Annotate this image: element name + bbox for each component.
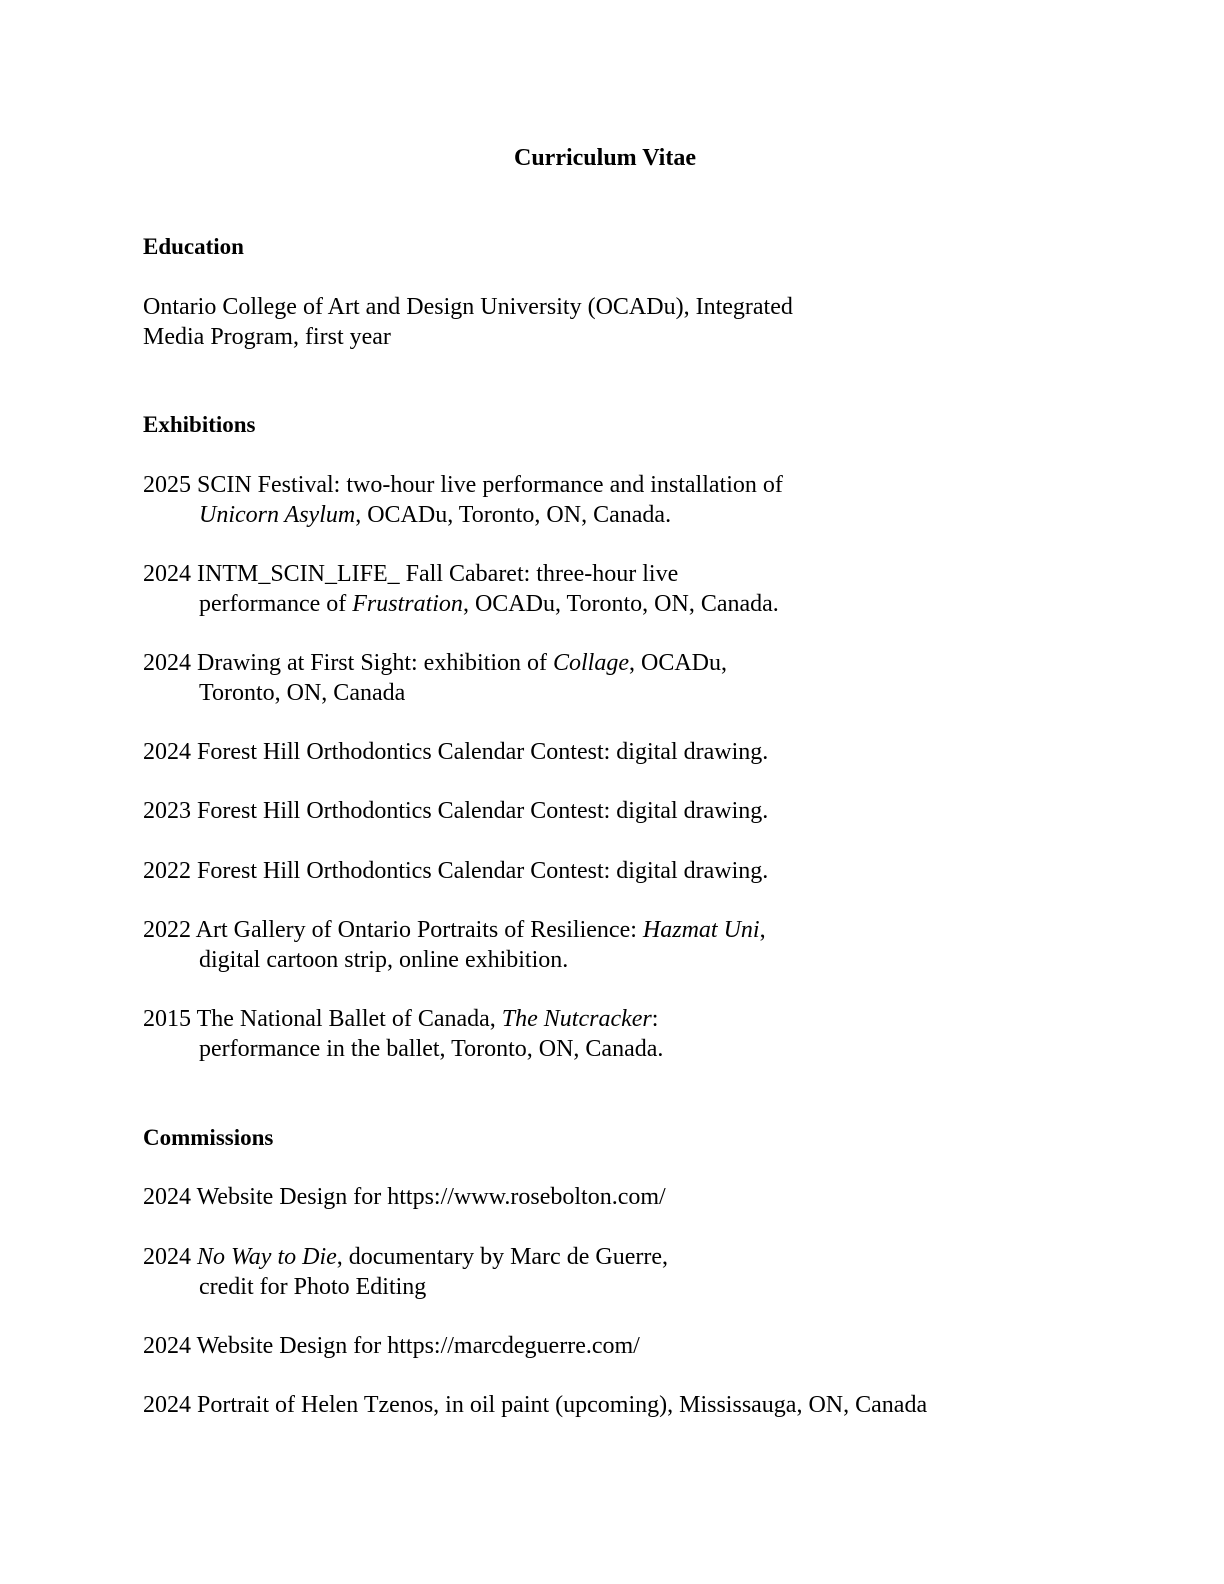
commission-line-1-pre: 2024: [143, 1244, 197, 1270]
commission-line-1: 2024 Website Design for https://marcdeguerre.com/: [143, 1333, 640, 1359]
exhibition-line-1-pre: 2015 The National Ballet of Canada,: [143, 1006, 502, 1032]
exhibition-line-1-pre: 2024 Drawing at First Sight: exhibition of: [143, 650, 553, 676]
commission-line-1: 2024 Portrait of Helen Tzenos, in oil paint (upcoming), Mississauga, ON, Canada: [143, 1392, 928, 1418]
exhibition-line-1: 2024 INTM_SCIN_LIFE_ Fall Cabaret: three-hour live: [143, 561, 679, 587]
commission-line-1: [143, 1242, 668, 1272]
work-title: The Nutcracker: [501, 1006, 652, 1032]
exhibition-line-1-rest: , OCADu,: [628, 650, 727, 676]
commission-entry: [143, 1331, 640, 1361]
document-title: Curriculum Vitae: [514, 145, 696, 171]
exhibition-line-2: Toronto, ON, Canada: [199, 680, 406, 706]
commission-line-2: credit for Photo Editing: [199, 1274, 427, 1300]
exhibition-line-2-pre: performance of: [199, 591, 353, 617]
commissions-heading: Commissions: [143, 1125, 274, 1150]
work-title: No Way to Die: [197, 1244, 337, 1270]
work-title: Unicorn Asylum: [199, 502, 356, 528]
exhibition-entry: [143, 559, 779, 619]
exhibition-line-1-rest: ,: [759, 917, 766, 943]
commission-line-1-rest: , documentary by Marc de Guerre,: [336, 1244, 668, 1270]
exhibition-entry: [143, 470, 783, 530]
exhibition-entry: [143, 1004, 663, 1064]
exhibition-entry: [143, 648, 727, 708]
exhibition-entry: [143, 856, 768, 886]
exhibition-line-1-pre: 2022 Art Gallery of Ontario Portraits of Resilience:: [143, 917, 643, 943]
exhibition-line-2: digital cartoon strip, online exhibition.: [199, 947, 569, 973]
exhibition-line-2: [143, 589, 779, 619]
exhibition-line-1: 2025 SCIN Festival: two-hour live performance and installation of: [143, 472, 783, 498]
education-heading: Education: [143, 234, 244, 259]
work-title: Frustration: [352, 591, 463, 617]
commission-entry: [143, 1182, 666, 1212]
exhibition-entry: [143, 796, 768, 826]
exhibition-line-1: [143, 915, 766, 945]
exhibition-line-2: performance in the ballet, Toronto, ON, Canada.: [199, 1036, 664, 1062]
exhibition-line-1: [143, 1004, 663, 1034]
commission-entry: [143, 1242, 668, 1302]
education-entry: [143, 292, 793, 352]
exhibition-line-2-rest: , OCADu, Toronto, ON, Canada.: [355, 502, 672, 528]
exhibition-line-2-rest: , OCADu, Toronto, ON, Canada.: [462, 591, 779, 617]
work-title: Hazmat Uni: [642, 917, 760, 943]
exhibition-entry: [143, 737, 768, 767]
work-title: Collage: [552, 650, 629, 676]
commission-line-1: 2024 Website Design for https://www.rosebolton.com/: [143, 1184, 666, 1210]
exhibition-line-1: 2024 Forest Hill Orthodontics Calendar Contest: digital drawing.: [143, 739, 769, 765]
exhibition-line-1: [143, 648, 727, 678]
exhibition-entry: [143, 915, 766, 975]
exhibition-line-1: 2022 Forest Hill Orthodontics Calendar Contest: digital drawing.: [143, 858, 769, 884]
exhibitions-heading: Exhibitions: [143, 412, 256, 437]
education-line-2: Media Program, first year: [143, 324, 391, 350]
exhibition-line-1-rest: :: [651, 1006, 659, 1032]
exhibition-line-1: 2023 Forest Hill Orthodontics Calendar Contest: digital drawing.: [143, 798, 769, 824]
commission-entry: [143, 1390, 927, 1420]
exhibition-line-2: [143, 500, 783, 530]
education-line-1: Ontario College of Art and Design University (OCADu), Integrated: [143, 294, 793, 320]
